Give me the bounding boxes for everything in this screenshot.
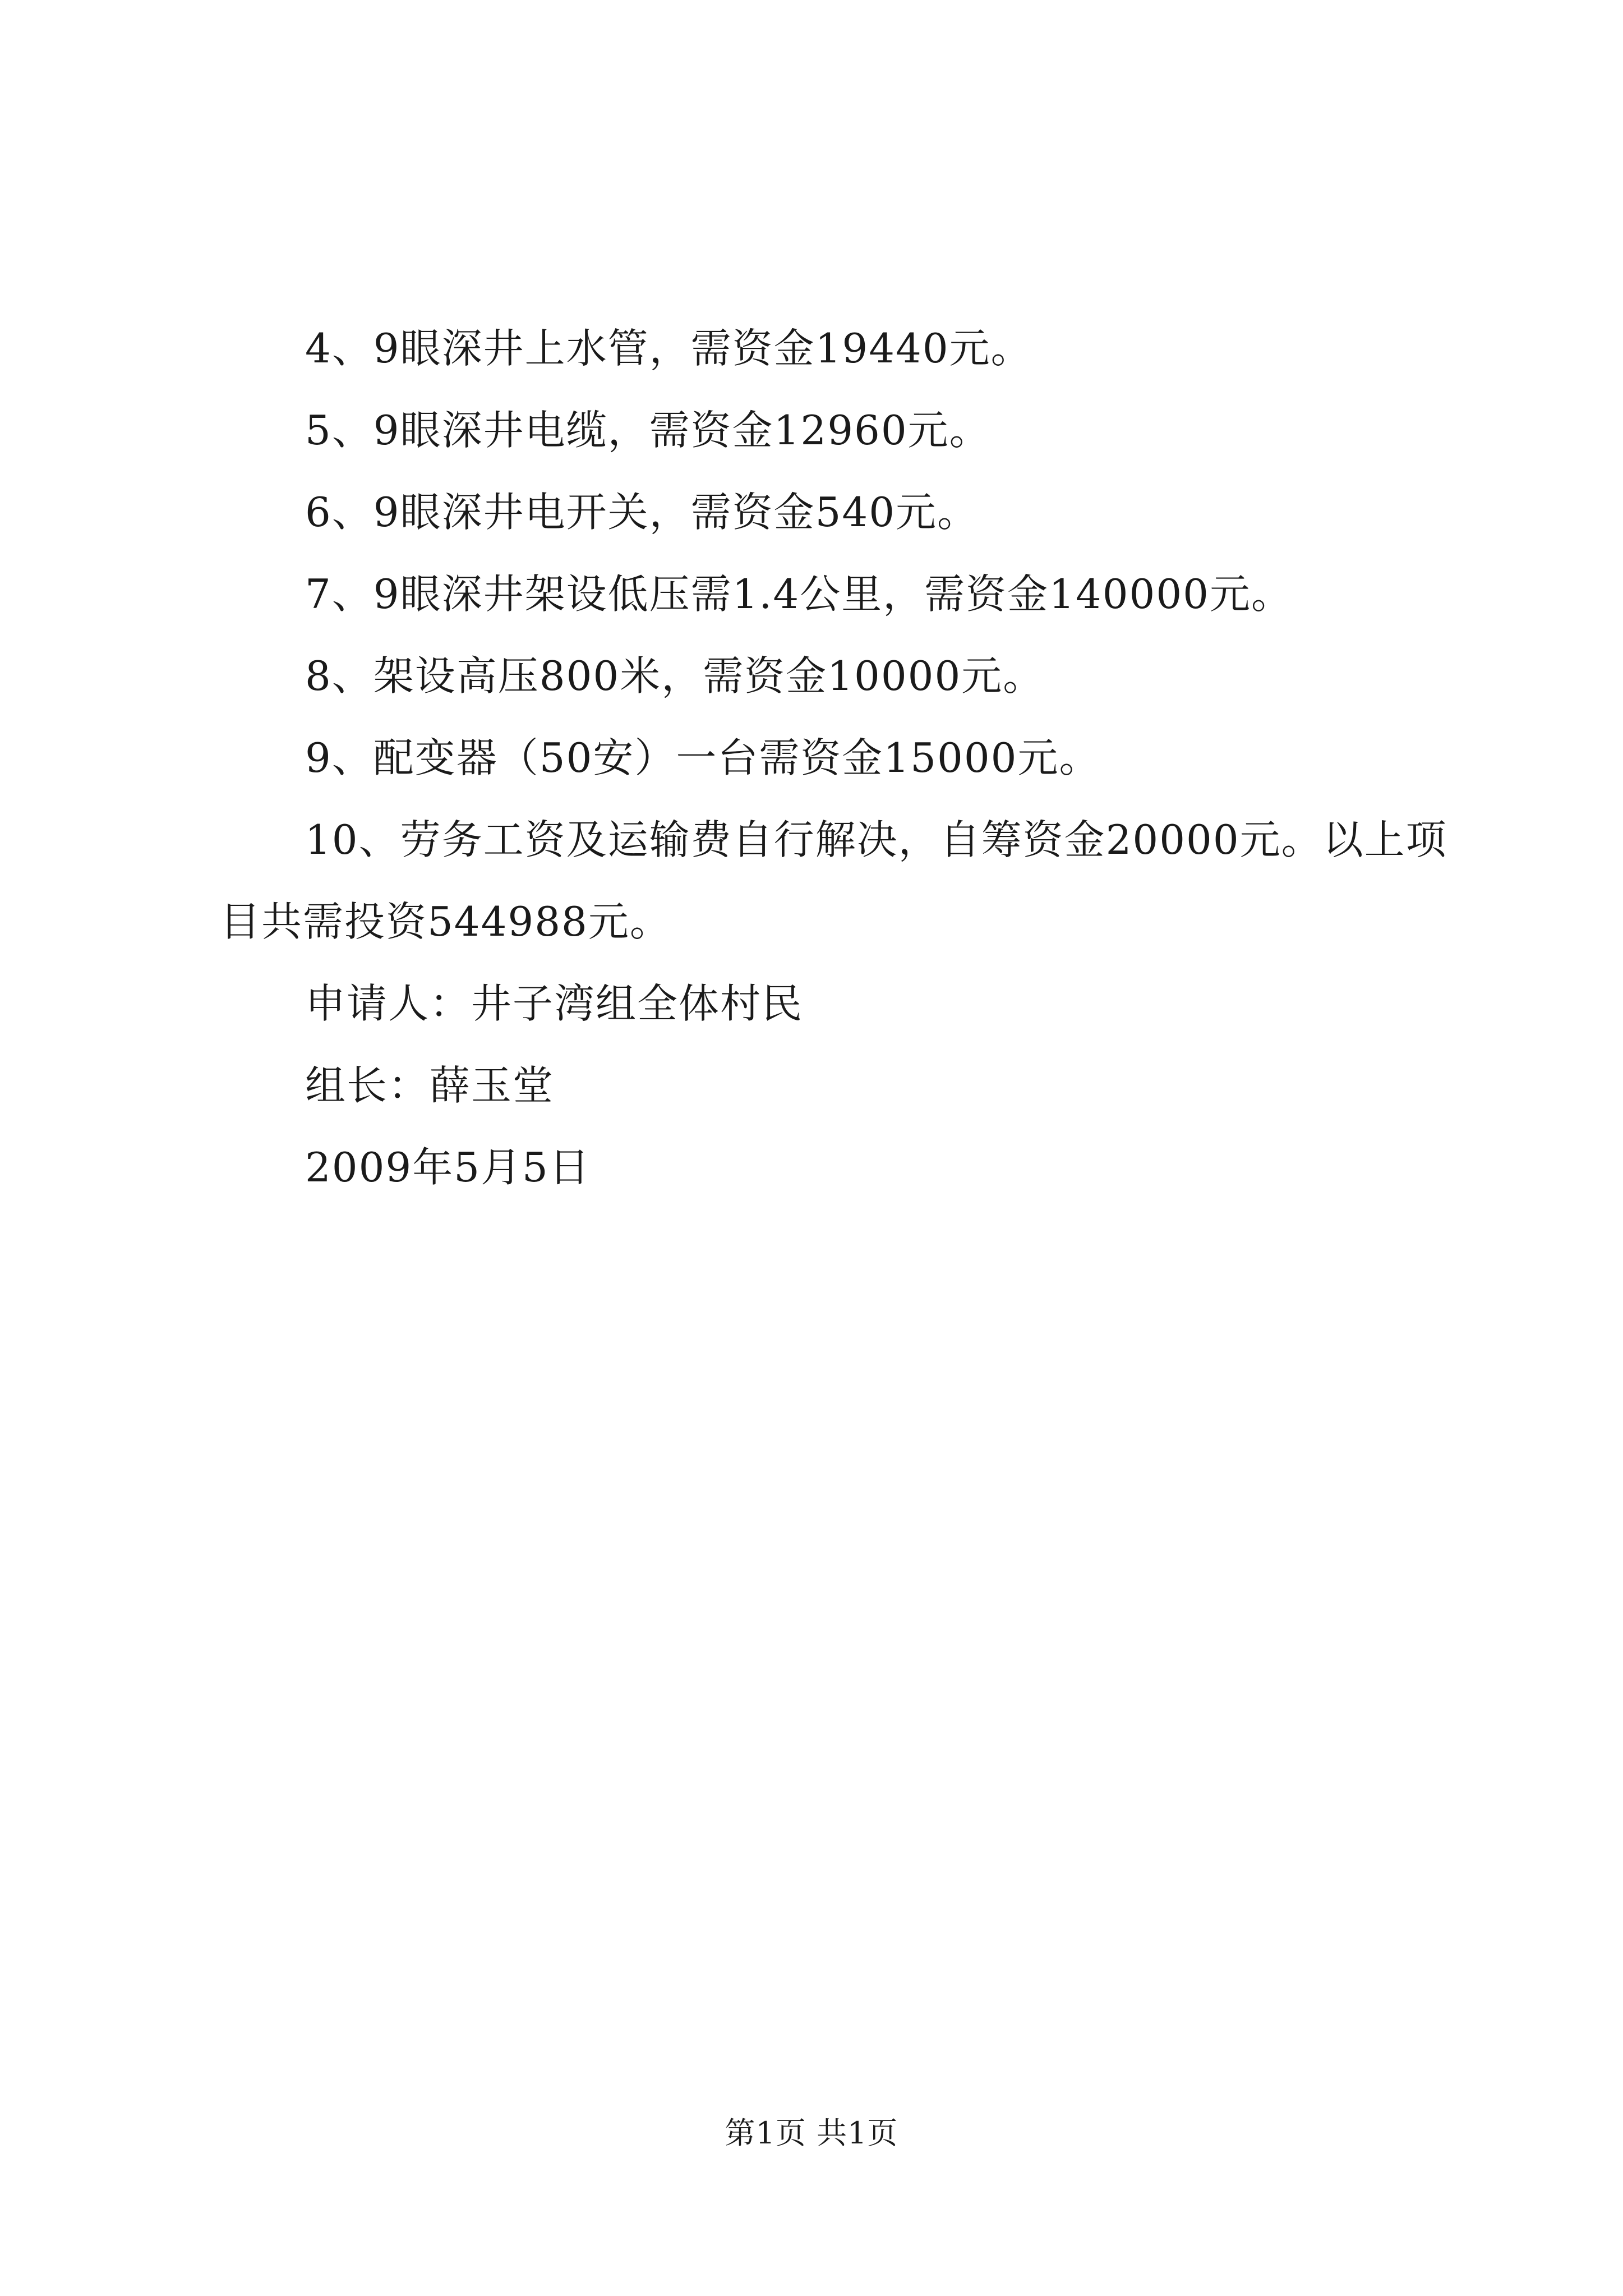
item-7: 7、9眼深井架设低压需1.4公里，需资金140000元。 xyxy=(305,570,1293,618)
item-4: 4、9眼深井上水管，需资金19440元。 xyxy=(305,325,1032,372)
item-6: 6、9眼深井电开关，需资金540元。 xyxy=(305,489,979,536)
item-5: 5、9眼深井电缆，需资金12960元。 xyxy=(305,407,991,454)
leader-line: 组长：薛玉堂 xyxy=(305,1062,555,1109)
applicant-line: 申请人：井子湾组全体村民 xyxy=(305,980,804,1027)
item-8: 8、架设高压800米，需资金10000元。 xyxy=(305,652,1045,700)
item-10: 10、劳务工资及运输费自行解决，自筹资金20000元。以上项目共需投资544988元。 xyxy=(220,816,1447,945)
item-9: 9、配变器（50安）一台需资金15000元。 xyxy=(305,734,1101,781)
date-line: 2009年5月5日 xyxy=(305,1144,591,1191)
page-footer: 第1页 共1页 xyxy=(725,2115,898,2151)
document-body xyxy=(220,307,1454,1208)
